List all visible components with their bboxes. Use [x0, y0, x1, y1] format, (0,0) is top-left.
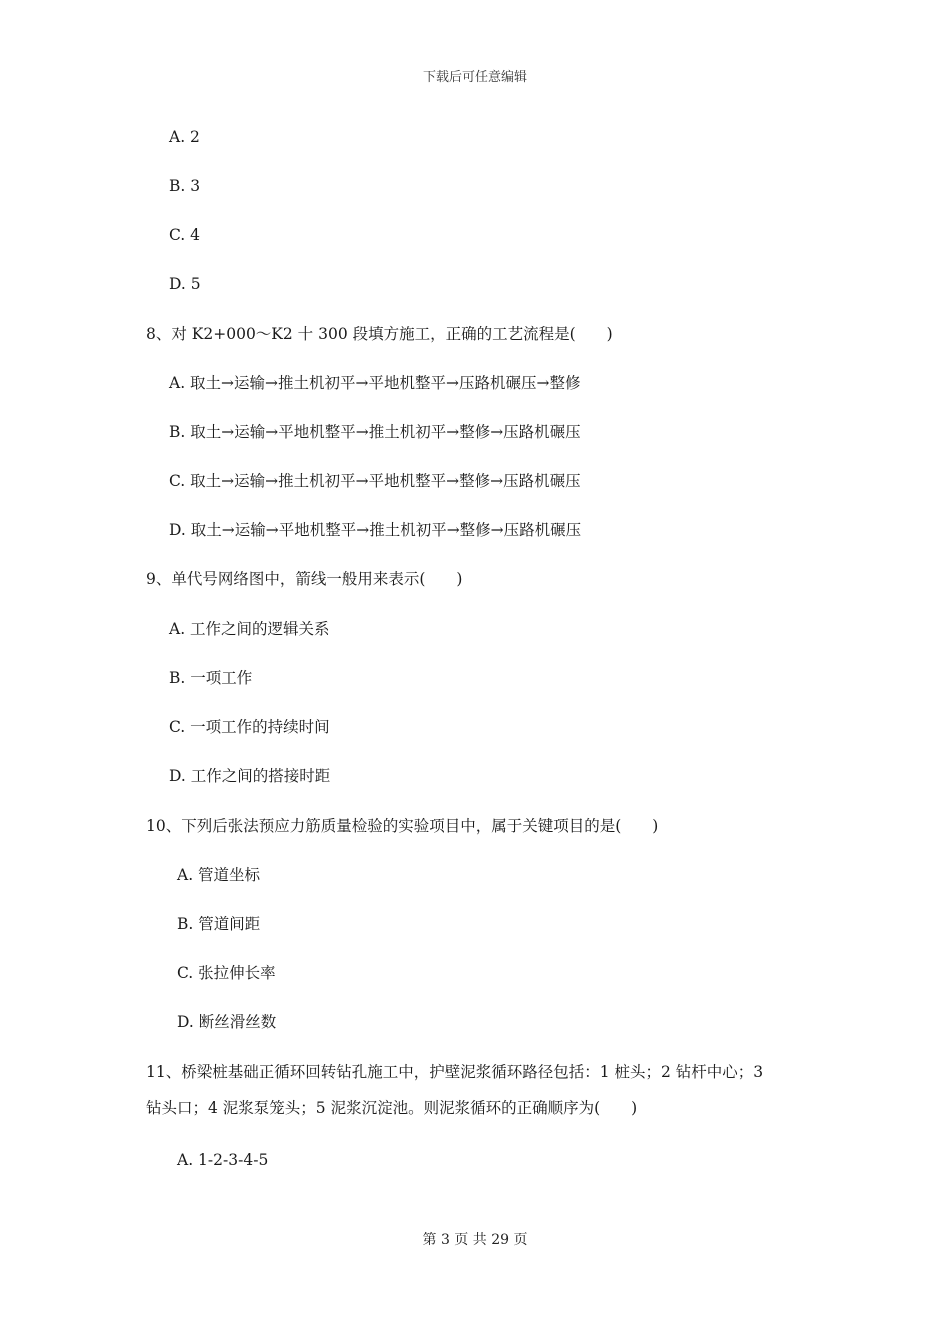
question-9-option-c: C. 一项工作的持续时间 — [169, 718, 330, 736]
option-a: A. 2 — [169, 128, 200, 146]
question-8-option-c: C. 取土→运输→推土机初平→平地机整平→整修→压路机碾压 — [169, 472, 581, 490]
option-c: C. 4 — [169, 226, 201, 244]
question-9-option-a: A. 工作之间的逻辑关系 — [169, 620, 330, 638]
question-8-option-a: A. 取土→运输→推土机初平→平地机整平→压路机碾压→整修 — [169, 374, 581, 392]
question-8-option-b: B. 取土→运输→平地机整平→推土机初平→整修→压路机碾压 — [169, 423, 581, 441]
question-9-stem: 9、单代号网络图中，箭线一般用来表示( ) — [146, 570, 463, 588]
option-d: D. 5 — [169, 275, 201, 293]
question-10-stem: 10、下列后张法预应力筋质量检验的实验项目中，属于关键项目的是( ) — [146, 817, 659, 835]
question-11-option-a: A. 1-2-3-4-5 — [177, 1151, 269, 1169]
question-8-stem: 8、对 K2+000～K2 十 300 段填方施工，正确的工艺流程是( ) — [146, 325, 613, 343]
page-header: 下载后可任意编辑 — [422, 70, 527, 85]
question-8-option-d: D. 取土→运输→平地机整平→推土机初平→整修→压路机碾压 — [169, 521, 582, 539]
question-9-option-b: B. 一项工作 — [169, 669, 253, 687]
question-9-option-d: D. 工作之间的搭接时距 — [169, 767, 331, 785]
question-10-option-d: D. 断丝滑丝数 — [177, 1013, 277, 1031]
question-11-stem-line-2: 钻头口；4 泥浆泵笼头；5 泥浆沉淀池。则泥浆循环的正确顺序为( ) — [146, 1099, 638, 1117]
question-10-option-c: C. 张拉伸长率 — [177, 964, 276, 982]
page-footer: 第 3 页 共 29 页 — [422, 1232, 528, 1248]
question-10-option-b: B. 管道间距 — [177, 915, 261, 933]
question-11-stem-line-1: 11、桥梁桩基础正循环回转钻孔施工中，护壁泥浆循环路径包括：1 桩头；2 钻杆中心；3 — [146, 1063, 764, 1081]
question-10-option-a: A. 管道坐标 — [177, 866, 261, 884]
option-b: B. 3 — [169, 177, 201, 195]
